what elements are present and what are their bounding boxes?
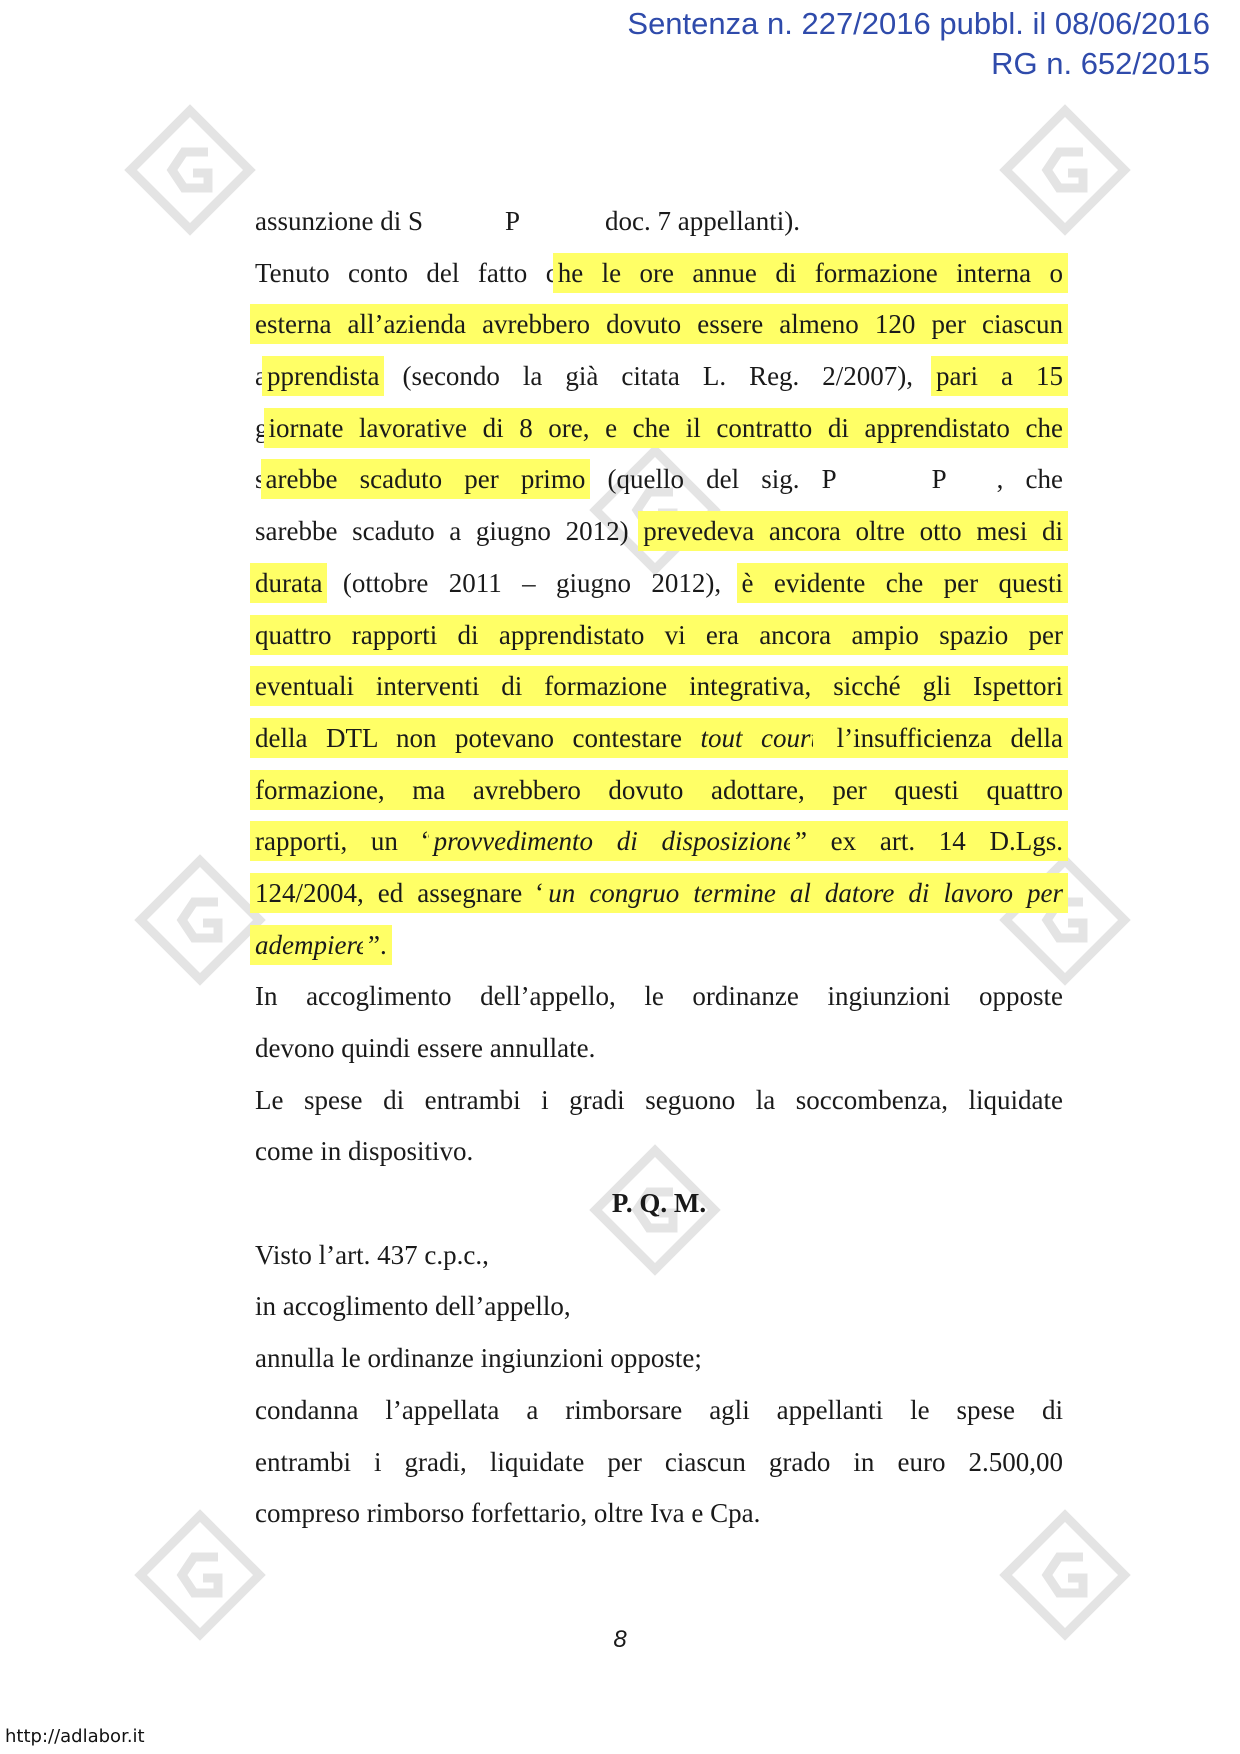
highlighted-text: ”. — [367, 929, 387, 960]
text-line — [255, 816, 1063, 868]
pqm-heading: P. Q. M. — [611, 1188, 707, 1219]
highlighted-italic-text: adempiere — [255, 929, 368, 960]
highlighted-text: pari a 15 — [936, 361, 1063, 392]
document-body — [255, 196, 1063, 1540]
text-segment: come in dispositivo. — [255, 1136, 474, 1167]
text-line — [255, 506, 1063, 558]
text-segment: entrambi i gradi, liquidate per ciascun grado in euro 2.500,00 — [255, 1446, 1063, 1477]
text-segment: doc. 7 appellanti). — [605, 206, 800, 236]
redacted-initial: P — [931, 464, 947, 495]
text-line — [255, 765, 1063, 817]
text-segment: In accoglimento dell’appello, le ordinanze ingiunzioni opposte — [255, 981, 1063, 1012]
text-segment: annulla le ordinanze ingiunzioni opposte; — [255, 1343, 702, 1374]
highlighted-text: 124/2004, ed assegnare “ — [255, 877, 549, 908]
highlighted-text: l’insufficienza della — [818, 722, 1064, 753]
highlighted-text: quattro rapporti di apprendistato vi era ancora ampio spazio per — [255, 619, 1063, 650]
page-number: 8 — [613, 1626, 627, 1653]
highlighted-text: della DTL non potevano contestare — [255, 722, 701, 753]
highlighted-text: he le ore annue di formazione interna o — [557, 257, 1063, 288]
highlighted-text: durata — [255, 567, 323, 598]
text-line — [255, 1230, 1063, 1282]
text-line — [255, 196, 1063, 248]
text-segment: (secondo la già citata L. Reg. 2/2007), — [379, 361, 937, 392]
text-line — [255, 1385, 1063, 1437]
highlighted-text: formazione, ma avrebbero dovuto adottare, per questi quattro — [255, 774, 1063, 805]
highlighted-text: è evidente che per questi — [741, 567, 1063, 598]
text-line — [255, 454, 1063, 506]
text-segment: condanna l’appellata a rimborsare agli appellanti le spese di — [255, 1394, 1063, 1425]
text-segment: sarebbe scaduto a giugno 2012) — [255, 516, 644, 547]
text-line — [255, 351, 1063, 403]
watermark-logo-icon — [125, 845, 275, 995]
text-segment: g — [255, 412, 269, 443]
case-register-number: RG n. 652/2015 — [991, 46, 1210, 81]
highlighted-text: esterna all’azienda avrebbero dovuto essere almeno 120 per ciascun — [255, 309, 1063, 340]
text-line — [255, 299, 1063, 351]
text-line — [255, 1333, 1063, 1385]
text-segment: a — [255, 361, 267, 392]
highlighted-italic-text: provvedimento di disposizione — [433, 826, 795, 857]
text-line — [255, 403, 1063, 455]
text-segment: (quello del sig. P — [585, 464, 837, 495]
text-segment: compreso rimborso forfettario, oltre Iva e Cpa. — [255, 1498, 761, 1529]
text-line — [255, 1437, 1063, 1489]
highlighted-italic-text: tout court — [700, 722, 819, 753]
highlighted-text: rapporti, un “ — [255, 826, 434, 857]
text-line — [255, 1126, 1063, 1178]
text-line — [255, 248, 1063, 300]
highlighted-italic-text: un congruo termine al datore di lavoro per — [548, 877, 1063, 908]
highlighted-text: eventuali interventi di formazione integrativa, sicché gli Ispettori — [255, 671, 1063, 702]
text-line — [255, 868, 1063, 920]
text-line — [255, 713, 1063, 765]
text-segment: s — [255, 464, 266, 495]
highlighted-text: pprendista — [266, 361, 380, 392]
text-segment: (ottobre 2011 – giugno 2012), — [322, 567, 742, 598]
text-line — [255, 661, 1063, 713]
highlighted-text: ” ex art. 14 D.Lgs. — [794, 826, 1063, 857]
redacted-initial: P — [505, 206, 521, 236]
watermark-logo-icon — [115, 95, 265, 245]
text-line — [255, 1023, 1063, 1075]
text-line — [255, 920, 1063, 972]
text-line — [255, 971, 1063, 1023]
highlighted-text: prevedeva ancora oltre otto mesi di — [643, 516, 1063, 547]
section-heading — [255, 1178, 1063, 1230]
text-segment: assunzione di S — [255, 206, 423, 236]
text-segment: Tenuto conto del fatto c — [255, 257, 558, 288]
text-segment: in accoglimento dell’appello, — [255, 1291, 571, 1322]
text-segment: , che — [996, 464, 1064, 495]
document-header — [627, 4, 1210, 84]
text-segment: Visto l’art. 437 c.p.c., — [255, 1239, 489, 1270]
text-line — [255, 610, 1063, 662]
text-line — [255, 1488, 1063, 1540]
text-segment: Le spese di entrambi i gradi seguono la soccombenza, liquidate — [255, 1084, 1063, 1115]
text-line — [255, 558, 1063, 610]
text-line — [255, 1281, 1063, 1333]
highlighted-text: iornate lavorative di 8 ore, e che il contratto di apprendistato che — [268, 412, 1063, 443]
sentence-reference: Sentenza n. 227/2016 pubbl. il 08/06/2016 — [627, 6, 1210, 41]
text-segment: devono quindi essere annullate. — [255, 1033, 596, 1063]
footer-url[interactable]: http://adlabor.it — [5, 1726, 145, 1747]
highlighted-text: arebbe scaduto per primo — [265, 464, 586, 495]
text-line — [255, 1075, 1063, 1127]
